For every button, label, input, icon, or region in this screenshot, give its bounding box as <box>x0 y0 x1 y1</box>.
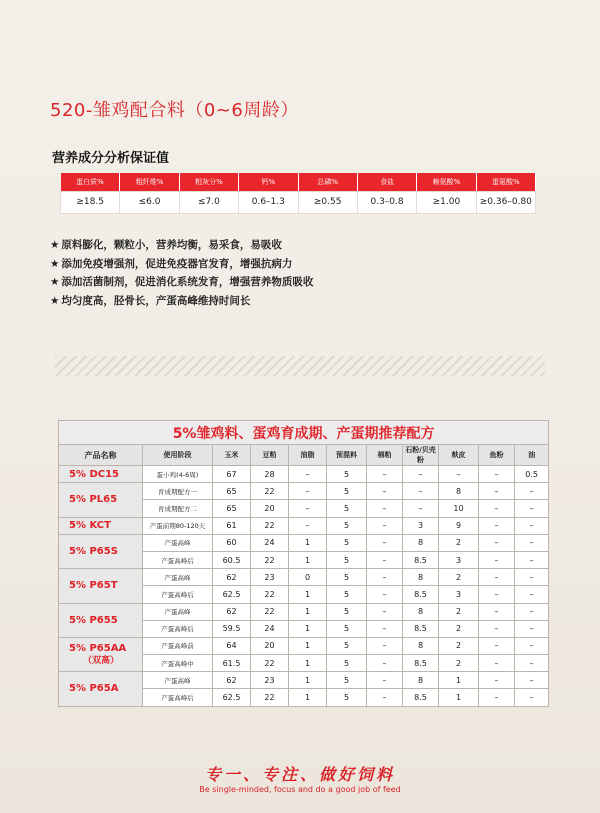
product-name-cell <box>59 534 143 568</box>
recommend-header-row <box>59 445 549 466</box>
value-cell: – <box>367 655 403 672</box>
stage-cell: 产蛋高峰 <box>143 534 213 551</box>
table-row <box>59 603 549 620</box>
value-cell: 1 <box>289 534 327 551</box>
value-cell: 22 <box>251 551 289 568</box>
recommend-header-cell: 棉粕 <box>367 445 403 466</box>
stage-cell: 产蛋高峰前 <box>143 637 213 654</box>
value-cell: 62 <box>213 672 251 689</box>
recommend-header-cell: 油脂 <box>289 445 327 466</box>
product-name: 5% P65S <box>69 545 118 557</box>
recommend-header-cell: 玉米 <box>213 445 251 466</box>
recommend-table <box>58 420 549 707</box>
value-cell: 60 <box>213 534 251 551</box>
stage-cell: 产蛋高峰后 <box>143 586 213 603</box>
value-cell: 60.5 <box>213 551 251 568</box>
product-subname: （双高） <box>83 655 120 666</box>
value-cell: 5 <box>327 551 367 568</box>
value-cell: 8 <box>403 569 439 586</box>
value-cell: 0 <box>289 569 327 586</box>
feature-item <box>50 236 313 255</box>
product-name: 5% PL65 <box>69 494 118 506</box>
value-cell: 8.5 <box>403 586 439 603</box>
recommend-header-cell: 产品名称 <box>59 445 143 466</box>
value-cell: 1 <box>289 586 327 603</box>
value-cell: 2 <box>439 603 479 620</box>
nutrition-value-cell: ≤7.0 <box>179 191 238 213</box>
value-cell: 22 <box>251 689 289 706</box>
value-cell: 1 <box>289 603 327 620</box>
stage-cell: 育成期配方二 <box>143 500 213 517</box>
value-cell: 8 <box>439 483 479 500</box>
stage-cell: 产蛋高峰 <box>143 672 213 689</box>
value-cell: – <box>479 534 515 551</box>
value-cell: – <box>515 603 549 620</box>
value-cell: 1 <box>289 655 327 672</box>
value-cell: – <box>403 483 439 500</box>
value-cell: – <box>289 500 327 517</box>
value-cell: 1 <box>289 689 327 706</box>
value-cell: – <box>367 517 403 534</box>
value-cell: 8.5 <box>403 655 439 672</box>
value-cell: 5 <box>327 586 367 603</box>
recommend-header-cell: 石粉/贝壳粉 <box>403 445 439 466</box>
nutrition-table <box>60 173 536 214</box>
value-cell: 1 <box>289 551 327 568</box>
feature-item <box>50 273 313 292</box>
value-cell: 23 <box>251 569 289 586</box>
value-cell: – <box>515 517 549 534</box>
value-cell: 65 <box>213 500 251 517</box>
nutrition-value-cell: 0.6–1.3 <box>239 191 298 213</box>
value-cell: 10 <box>439 500 479 517</box>
value-cell: – <box>367 483 403 500</box>
product-name-cell <box>59 603 143 637</box>
value-cell: – <box>515 637 549 654</box>
feature-text: 原料膨化，颗粒小，营养均衡，易采食，易吸收 <box>61 239 282 251</box>
value-cell: 1 <box>289 637 327 654</box>
value-cell: – <box>515 483 549 500</box>
recommend-header-cell: 麸皮 <box>439 445 479 466</box>
value-cell: – <box>367 551 403 568</box>
decorative-stripe <box>55 356 545 376</box>
value-cell: 8 <box>403 603 439 620</box>
value-cell: – <box>515 500 549 517</box>
value-cell: – <box>367 569 403 586</box>
value-cell: 62 <box>213 569 251 586</box>
value-cell: 28 <box>251 466 289 483</box>
value-cell: – <box>479 637 515 654</box>
value-cell: 8 <box>403 534 439 551</box>
stage-cell: 育成期配方一 <box>143 483 213 500</box>
feature-item <box>50 255 313 274</box>
star-icon: ★ <box>50 257 60 270</box>
stage-cell: 产蛋高峰 <box>143 569 213 586</box>
value-cell: 5 <box>327 672 367 689</box>
value-cell: 8.5 <box>403 551 439 568</box>
value-cell: 8 <box>403 637 439 654</box>
recommend-header-cell: 使用阶段 <box>143 445 213 466</box>
value-cell: 5 <box>327 517 367 534</box>
value-cell: 1 <box>439 689 479 706</box>
value-cell: 22 <box>251 603 289 620</box>
value-cell: 1 <box>289 620 327 637</box>
stage-cell: 产蛋高峰后 <box>143 551 213 568</box>
value-cell: 61 <box>213 517 251 534</box>
value-cell: 5 <box>327 569 367 586</box>
value-cell: 8.5 <box>403 689 439 706</box>
value-cell: 9 <box>439 517 479 534</box>
value-cell: – <box>367 466 403 483</box>
value-cell: – <box>367 689 403 706</box>
value-cell: 5 <box>327 466 367 483</box>
value-cell: 5 <box>327 689 367 706</box>
table-row <box>59 534 549 551</box>
value-cell: – <box>479 655 515 672</box>
slogan: 专一、专注、做好饲料 <box>204 765 395 784</box>
value-cell: 2 <box>439 655 479 672</box>
nutrition-value-row <box>61 191 536 213</box>
value-cell: 5 <box>327 603 367 620</box>
value-cell: 5 <box>327 500 367 517</box>
star-icon: ★ <box>50 294 60 307</box>
nutrition-value-cell: ≥18.5 <box>61 191 120 213</box>
table-row <box>59 569 549 586</box>
feature-list <box>50 236 313 310</box>
feature-text: 添加活菌制剂，促进消化系统发育，增强营养物质吸收 <box>61 276 314 288</box>
value-cell: – <box>479 603 515 620</box>
product-name-cell <box>59 517 143 534</box>
table-row <box>59 637 549 654</box>
slogan-en: Be single-minded, focus and do a good job of feed <box>199 785 401 794</box>
value-cell: – <box>515 569 549 586</box>
value-cell: 20 <box>251 637 289 654</box>
value-cell: 8 <box>403 672 439 689</box>
value-cell: 2 <box>439 569 479 586</box>
value-cell: 2 <box>439 620 479 637</box>
value-cell: – <box>403 500 439 517</box>
product-name: 5% P65AA <box>69 642 127 654</box>
product-name-cell <box>59 637 143 671</box>
value-cell: 3 <box>439 551 479 568</box>
value-cell: 5 <box>327 534 367 551</box>
stage-cell: 产蛋高峰 <box>143 603 213 620</box>
value-cell: – <box>515 655 549 672</box>
recommend-header-cell: 预混料 <box>327 445 367 466</box>
stage-cell: 产蛋高峰后 <box>143 620 213 637</box>
nutrition-value-cell: ≥1.00 <box>417 191 476 213</box>
value-cell: 3 <box>439 586 479 603</box>
value-cell: 5 <box>327 483 367 500</box>
value-cell: – <box>515 534 549 551</box>
recommend-title: 5%雏鸡料、蛋鸡育成期、产蛋期推荐配方 <box>59 421 549 445</box>
value-cell: 5 <box>327 655 367 672</box>
nutrition-header-row <box>61 173 536 191</box>
value-cell: – <box>515 672 549 689</box>
product-name: 5% P65A <box>69 683 119 695</box>
nutrition-header-cell: 钙% <box>239 173 298 191</box>
nutrition-value-cell: 0.3–0.8 <box>357 191 416 213</box>
product-name: 5% P65T <box>69 580 118 592</box>
value-cell: – <box>367 500 403 517</box>
value-cell: – <box>367 637 403 654</box>
value-cell: – <box>367 603 403 620</box>
value-cell: 1 <box>289 672 327 689</box>
value-cell: – <box>479 483 515 500</box>
value-cell: – <box>367 586 403 603</box>
nutrition-header-cell: 蛋白质% <box>61 173 120 191</box>
value-cell: 22 <box>251 655 289 672</box>
product-name-cell <box>59 569 143 603</box>
product-name-cell <box>59 483 143 517</box>
nutrition-header-cell: 赖氨酸% <box>417 173 476 191</box>
nutrition-header-cell: 食盐 <box>357 173 416 191</box>
value-cell: 61.5 <box>213 655 251 672</box>
value-cell: 64 <box>213 637 251 654</box>
product-name-cell <box>59 466 143 483</box>
value-cell: – <box>439 466 479 483</box>
table-row <box>59 483 549 500</box>
value-cell: – <box>479 689 515 706</box>
nutrition-heading: 营养成分分析保证值 <box>52 151 170 166</box>
value-cell: 20 <box>251 500 289 517</box>
value-cell: – <box>367 672 403 689</box>
nutrition-header-cell: 粗灰分% <box>179 173 238 191</box>
value-cell: – <box>403 466 439 483</box>
value-cell: – <box>289 483 327 500</box>
recommend-header-cell: 油 <box>515 445 549 466</box>
feature-text: 均匀度高，胫骨长，产蛋高峰维持时间长 <box>61 294 251 307</box>
value-cell: – <box>515 551 549 568</box>
product-name: 5% DC15 <box>69 468 120 480</box>
value-cell: – <box>367 534 403 551</box>
value-cell: 62 <box>213 603 251 620</box>
value-cell: 62.5 <box>213 586 251 603</box>
stage-cell: 产蛋高峰中 <box>143 655 213 672</box>
value-cell: 22 <box>251 586 289 603</box>
nutrition-header-cell: 总磷% <box>298 173 357 191</box>
value-cell: – <box>479 517 515 534</box>
value-cell: 0.5 <box>515 466 549 483</box>
value-cell: 67 <box>213 466 251 483</box>
value-cell: 2 <box>439 534 479 551</box>
value-cell: – <box>479 500 515 517</box>
feature-item <box>50 292 313 311</box>
value-cell: – <box>289 466 327 483</box>
value-cell: 3 <box>403 517 439 534</box>
star-icon: ★ <box>50 239 60 251</box>
table-row <box>59 672 549 689</box>
nutrition-value-cell: ≥0.55 <box>298 191 357 213</box>
value-cell: 24 <box>251 534 289 551</box>
product-name: 5% KCT <box>69 520 111 532</box>
feature-text: 添加免疫增强剂，促进免疫器官发育，增强抗病力 <box>61 257 293 270</box>
nutrition-value-cell: ≤6.0 <box>120 191 179 213</box>
stage-cell: 蛋小鸡(4-6周) <box>143 466 213 483</box>
recommend-header-cell: 鱼粉 <box>479 445 515 466</box>
product-name-cell <box>59 672 143 706</box>
value-cell: 24 <box>251 620 289 637</box>
table-row <box>59 466 549 483</box>
value-cell: 22 <box>251 517 289 534</box>
page-title: 520-雏鸡配合料（0~6周龄） <box>50 100 299 121</box>
value-cell: – <box>515 586 549 603</box>
nutrition-header-cell: 粗纤维% <box>120 173 179 191</box>
value-cell: – <box>479 466 515 483</box>
value-cell: 1 <box>439 672 479 689</box>
value-cell: 59.5 <box>213 620 251 637</box>
value-cell: 5 <box>327 620 367 637</box>
stage-cell: 产蛋前期80-120天 <box>143 517 213 534</box>
value-cell: – <box>515 620 549 637</box>
value-cell: – <box>367 620 403 637</box>
value-cell: – <box>479 569 515 586</box>
value-cell: – <box>289 517 327 534</box>
table-row <box>59 517 549 534</box>
value-cell: – <box>479 620 515 637</box>
value-cell: – <box>479 551 515 568</box>
value-cell: 22 <box>251 483 289 500</box>
value-cell: 2 <box>439 637 479 654</box>
stage-cell: 产蛋高峰后 <box>143 689 213 706</box>
value-cell: 23 <box>251 672 289 689</box>
product-name: 5% P655 <box>69 614 118 626</box>
nutrition-header-cell: 蛋氨酸% <box>476 173 535 191</box>
value-cell: – <box>479 672 515 689</box>
value-cell: 65 <box>213 483 251 500</box>
value-cell: 62.5 <box>213 689 251 706</box>
value-cell: – <box>515 689 549 706</box>
star-icon: ★ <box>50 276 60 288</box>
value-cell: 8.5 <box>403 620 439 637</box>
value-cell: – <box>479 586 515 603</box>
value-cell: 5 <box>327 637 367 654</box>
recommend-header-cell: 豆粕 <box>251 445 289 466</box>
nutrition-value-cell: ≥0.36–0.80 <box>476 191 535 213</box>
